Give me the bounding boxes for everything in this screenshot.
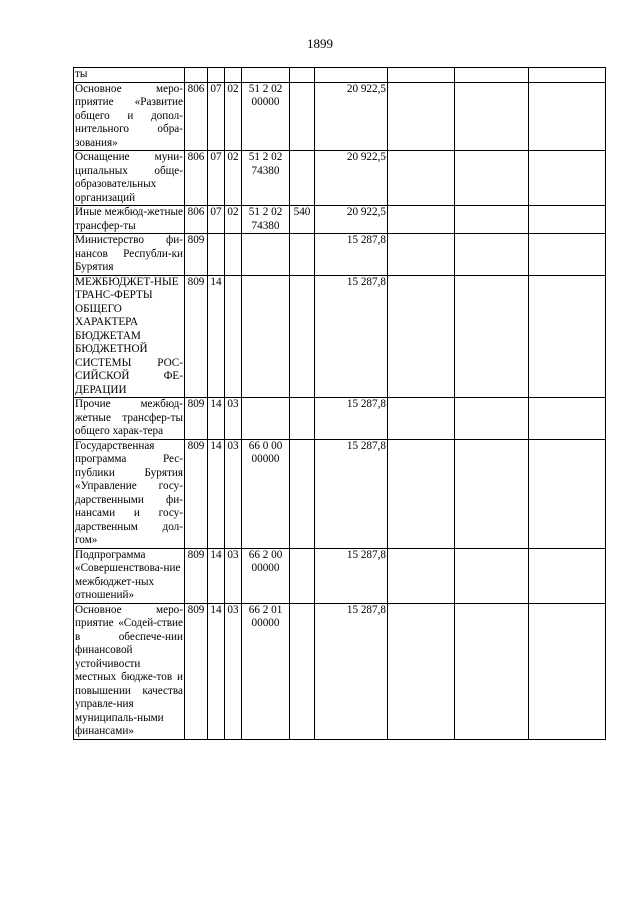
target-article-code: [242, 234, 290, 276]
subsection-code: 02: [225, 206, 242, 234]
ministry-code: 809: [185, 548, 208, 603]
empty-cell: [455, 548, 529, 603]
amount: [315, 68, 388, 83]
ministry-code: 809: [185, 234, 208, 276]
row-name: Подпрограмма «Совершенствова-ние межбюджет-ных отношений»: [74, 548, 185, 603]
expense-type-code: [290, 548, 315, 603]
empty-cell: [455, 234, 529, 276]
empty-cell: [455, 82, 529, 151]
empty-cell: [529, 68, 606, 83]
empty-cell: [529, 275, 606, 398]
table-row: [74, 275, 606, 398]
section-code: 14: [208, 398, 225, 440]
empty-cell: [388, 234, 455, 276]
target-article-code: [242, 68, 290, 83]
empty-cell: [529, 548, 606, 603]
row-name: Иные межбюд-жетные трансфер-ты: [75, 206, 183, 232]
section-code: [208, 68, 225, 83]
section-code: 14: [208, 439, 225, 548]
target-article-code: 51 2 02 74380: [242, 206, 290, 234]
table-row: [74, 439, 606, 548]
subsection-code: 03: [225, 603, 242, 739]
empty-cell: [455, 398, 529, 440]
expense-type-code: [290, 603, 315, 739]
empty-cell: [455, 439, 529, 548]
expense-type-code: [290, 234, 315, 276]
subsection-code: 02: [225, 82, 242, 151]
expense-type-code: 540: [290, 206, 315, 234]
table-row: [74, 398, 606, 440]
target-article-code: 66 2 01 00000: [242, 603, 290, 739]
empty-cell: [388, 439, 455, 548]
subsection-code: 03: [225, 439, 242, 548]
amount: 15 287,8: [315, 234, 388, 276]
ministry-code: 806: [185, 151, 208, 206]
empty-cell: [529, 206, 606, 234]
expense-type-code: [290, 398, 315, 440]
empty-cell: [529, 398, 606, 440]
target-article-code: 66 2 00 00000: [242, 548, 290, 603]
expense-type-code: [290, 68, 315, 83]
section-code: 14: [208, 548, 225, 603]
empty-cell: [529, 603, 606, 739]
ministry-code: 809: [185, 275, 208, 398]
empty-cell: [388, 548, 455, 603]
row-name: Министерство фи-нансов Республи-ки Бурятия: [75, 234, 183, 273]
row-name: ты: [74, 68, 185, 83]
ministry-code: 809: [185, 439, 208, 548]
expense-type-code: [290, 82, 315, 151]
target-article-code: 51 2 02 00000: [242, 82, 290, 151]
row-name: Основное меро-приятие «Содей-ствие в обеспече-нии финансовой устойчивости местных бюдже-тов и повышении качества управле-ния муниципаль-ными финансами»: [75, 603, 183, 737]
empty-cell: [388, 603, 455, 739]
ministry-code: 809: [185, 398, 208, 440]
amount: 20 922,5: [315, 206, 388, 234]
table-row: [74, 151, 606, 206]
table-row: [74, 548, 606, 603]
empty-cell: [455, 603, 529, 739]
empty-cell: [388, 398, 455, 440]
row-name: МЕЖБЮДЖЕТ-НЫЕ ТРАНС-ФЕРТЫ ОБЩЕГО ХАРАКТЕРА БЮДЖЕТАМ БЮДЖЕТНОЙ СИСТЕМЫ РОС-СИЙСКОЙ ФЕ-ДЕРАЦИИ: [75, 275, 183, 396]
section-code: 07: [208, 206, 225, 234]
section-code: 14: [208, 275, 225, 398]
subsection-code: 02: [225, 151, 242, 206]
subsection-code: 03: [225, 398, 242, 440]
expense-type-code: [290, 439, 315, 548]
section-code: 07: [208, 151, 225, 206]
empty-cell: [529, 234, 606, 276]
table-row: [74, 234, 606, 276]
amount: 15 287,8: [315, 398, 388, 440]
target-article-code: [242, 275, 290, 398]
empty-cell: [388, 275, 455, 398]
ministry-code: 806: [185, 206, 208, 234]
table-row: [74, 68, 606, 83]
row-name: Основное меро-приятие «Развитие общего и допол-нительного обра-зования»: [75, 82, 183, 149]
target-article-code: 66 0 00 00000: [242, 439, 290, 548]
empty-cell: [388, 82, 455, 151]
empty-cell: [529, 151, 606, 206]
subsection-code: [225, 234, 242, 276]
subsection-code: [225, 68, 242, 83]
target-article-code: [242, 398, 290, 440]
row-name: Государственная программа Рес-публики Бурятия «Управление госу-дарственными фи-нансами и госу-дарственным дол-гом»: [75, 439, 183, 546]
amount: 15 287,8: [315, 603, 388, 739]
page-number: 1899: [307, 36, 333, 51]
row-name: Прочие межбюд-жетные трансфер-ты общего харак-тера: [75, 398, 183, 437]
expense-type-code: [290, 151, 315, 206]
row-name: Оснащение муни-ципальных обще-образовательных организаций: [75, 151, 183, 204]
empty-cell: [455, 275, 529, 398]
ministry-code: 806: [185, 82, 208, 151]
table-row: [74, 82, 606, 151]
empty-cell: [388, 206, 455, 234]
amount: 15 287,8: [315, 548, 388, 603]
section-code: [208, 234, 225, 276]
table-row: [74, 603, 606, 739]
subsection-code: [225, 275, 242, 398]
subsection-code: 03: [225, 548, 242, 603]
target-article-code: 51 2 02 74380: [242, 151, 290, 206]
section-code: 07: [208, 82, 225, 151]
amount: 15 287,8: [315, 439, 388, 548]
empty-cell: [455, 68, 529, 83]
empty-cell: [388, 68, 455, 83]
empty-cell: [529, 439, 606, 548]
budget-table: [73, 67, 606, 740]
amount: 15 287,8: [315, 275, 388, 398]
empty-cell: [388, 151, 455, 206]
empty-cell: [529, 82, 606, 151]
section-code: 14: [208, 603, 225, 739]
ministry-code: 809: [185, 603, 208, 739]
empty-cell: [455, 151, 529, 206]
ministry-code: [185, 68, 208, 83]
empty-cell: [455, 206, 529, 234]
expense-type-code: [290, 275, 315, 398]
table-row: [74, 206, 606, 234]
amount: 20 922,5: [315, 82, 388, 151]
amount: 20 922,5: [315, 151, 388, 206]
